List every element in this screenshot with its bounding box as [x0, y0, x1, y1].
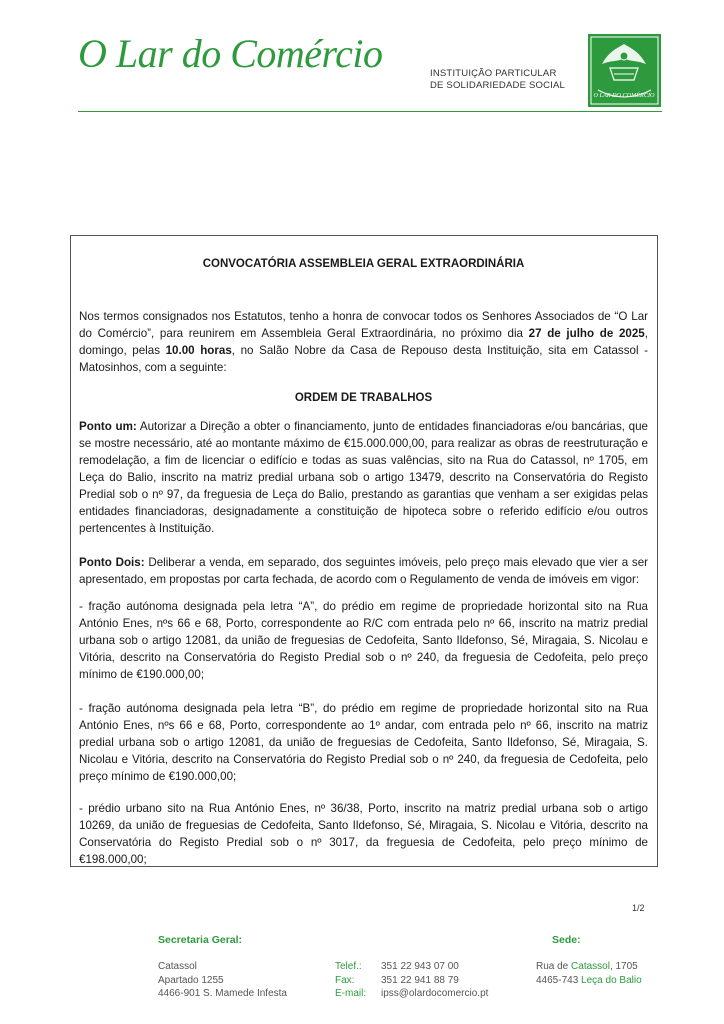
sede-label: Sede: [552, 934, 581, 946]
email-row [335, 987, 488, 1001]
sede-street-number: , 1705 [609, 961, 638, 972]
email-link[interactable]: ipss@olardocomercio.pt [381, 988, 489, 999]
fax-label: Fax: [335, 974, 355, 986]
email-label: E-mail: [335, 988, 367, 999]
phone-label: Telef.: [335, 961, 362, 972]
list-item: - fração autónoma designada pela letra “B”, do prédio em regime de propriedade horizontal sito na Rua António Enes, nºs 66 e 68, Porto, correspondente ao 1º andar, com entrada pelo nº 66, inscrito na matriz predial urbana sob o artigo 12081, da união de freguesias de Cedofeita, Santo Ildefonso, Sé, Miragaia, S. Nicolau e Vitória, descrito na Conservatória do Registo Predial sob o nº 240, da freguesia de Cedofeita, pelo preço mínimo de €190.000,00; [79, 702, 648, 783]
intro-text-1: Nos termos consignados nos Estatutos, tenho a honra de convocar todos os Senhores Associados de “O Lar do Comércio”, para reunirem em Assembleia Geral Extraordinária, no próximo dia [79, 310, 648, 340]
header-divider [78, 111, 662, 112]
seal-emblem-icon [588, 34, 661, 107]
sede-locality: Leça do Balio [581, 974, 642, 986]
intro-text-2: , domingo, pelas [79, 327, 648, 357]
sede-address [536, 960, 642, 987]
secretaria-line-1: Catassol [158, 961, 197, 972]
secretaria-line-2: Apartado 1255 [158, 974, 224, 986]
point-one-label: Ponto um: [79, 420, 137, 433]
document-title: CONVOCATÓRIA ASSEMBLEIA GERAL EXTRAORDINÁRIA [202, 258, 525, 270]
meeting-time: 10.00 horas [165, 344, 232, 357]
phone-value: 351 22 943 07 00 [381, 961, 459, 972]
sede-line-1 [536, 960, 642, 974]
fax-value: 351 22 941 88 79 [381, 974, 459, 986]
fax-row [335, 974, 488, 988]
sede-street-name: Catassol [571, 961, 610, 972]
secretaria-line-3: 4466-901 S. Mamede Infesta [158, 988, 287, 999]
org-type-line-2: DE SOLIDARIEDADE SOCIAL [430, 80, 565, 91]
sede-street-prefix: Rua de [536, 961, 572, 972]
sede-line-2 [536, 974, 642, 988]
point-two-label: Ponto Dois: [79, 556, 145, 569]
sede-postcode: 4465-743 [536, 974, 582, 986]
point-two-text: Deliberar a venda, em separado, dos seguintes imóveis, pelo preço mais elevado que vier a ser apresentado, em propostas por carta fechada, de acordo com o Regulamento de venda de imóveis em vigor: [79, 556, 648, 586]
list-item: - fração autónoma designada pela letra “A”, do prédio em regime de propriedade horizontal sito na Rua António Enes, nºs 66 e 68, Porto, correspondente ao R/C com entrada pelo nº 66, inscrito na matriz predial urbana sob o artigo 12081, da união de freguesias de Cedofeita, Santo Ildefonso, Sé, Miragaia, S. Nicolau e Vitória, descrito na Conservatória do Registo Predial sob o nº 240, da freguesia de Cedofeita, pelo preço mínimo de €190.000,00; [79, 600, 648, 681]
contact-block [335, 960, 488, 1001]
secretaria-address [158, 960, 287, 1001]
point-one-paragraph [79, 418, 648, 537]
secretaria-label: Secretaria Geral: [158, 934, 243, 946]
logo-wordmark: O Lar do Comércio [78, 31, 383, 76]
phone-row [335, 960, 488, 974]
page-number: 1/2 [632, 903, 645, 913]
point-one-text: Autorizar a Direção a obter o financiamento, junto de entidades financiadoras e/ou bancárias, que se mostre necessário, até ao montante máximo de €15.000.000,00, para realizar as obras de reestruturação e remodelação, a fim de licenciar o edifício e todas as suas valências, sito na Rua do Catassol, nº 1705, em Leça do Balio, inscrito na matriz predial urbana sob o artigo 13479, descrito na Conservatória do Registo Predial sob o nº 97, da freguesia de Leça do Balio, prestando as garantias que venham a ser exigidas pelas entidades financiadoras, designadamente a constituição de hipoteca sobre o referido edifício e/ou outros pertencentes à Instituição. [79, 420, 648, 535]
meeting-date: 27 de julho de 2025 [528, 327, 645, 340]
intro-text-3: , no Salão Nobre da Casa de Repouso desta Instituição, sita em Catassol - Matosinhos, com a seguinte: [79, 344, 649, 374]
org-type-line-1: INSTITUIÇÃO PARTICULAR [430, 68, 557, 79]
organization-type [430, 68, 565, 92]
document-frame [70, 235, 658, 867]
seal-lettering: O LAR DO COMÉRCIO [593, 92, 655, 99]
list-item: - prédio urbano sito na Rua António Enes, nº 36/38, Porto, inscrito na matriz predial urbana sob o artigo 10269, da união de freguesias de Cedofeita, Santo Ildefonso, Sé, Miragaia, S. Nicolau e Vitória, descrito na Conservatória do Registo Predial sob o nº 3017, da freguesia de Cedofeita, pelo preço mínimo de €198.000,00; [79, 802, 648, 866]
point-two-paragraph [79, 554, 648, 588]
intro-paragraph [79, 308, 648, 376]
agenda-title: ORDEM DE TRABALHOS [294, 392, 433, 404]
